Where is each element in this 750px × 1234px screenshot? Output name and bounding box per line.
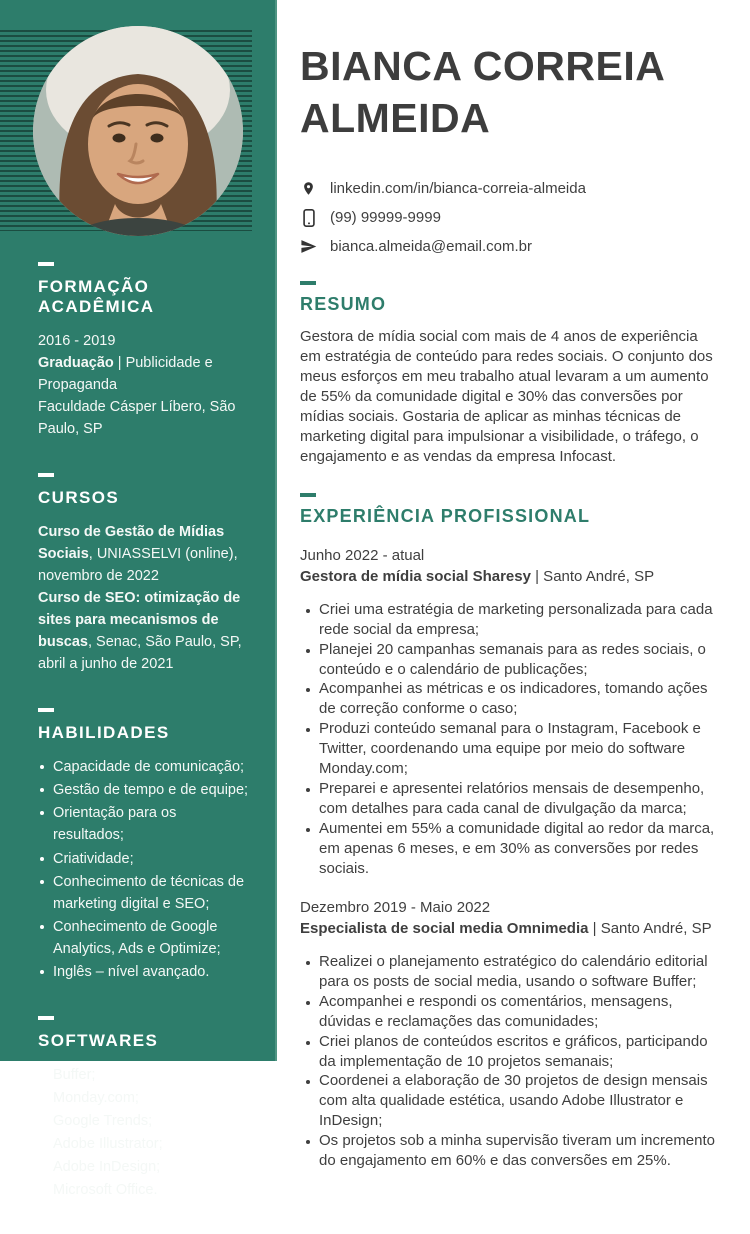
section-cursos [38, 473, 250, 675]
contact-phone [300, 209, 722, 226]
section-dash [38, 262, 54, 266]
experiencia-title: EXPERIÊNCIA PROFISSIONAL [300, 505, 591, 526]
curso-item: Curso de Gestão de Mídias Sociais, UNIASSELVI (online), novembro de 2022 [38, 524, 238, 585]
sidebar-content [38, 262, 250, 1234]
job-bullets [300, 600, 722, 879]
job-entry [300, 897, 722, 1171]
bullet-item: Aumentei em 55% a comunidade digital ao redor da marca, em apenas 6 meses, e em 30% as conversões por redes sociais. [319, 819, 722, 879]
job-entry [300, 545, 722, 879]
section-resumo [300, 281, 722, 467]
list-item: Criatividade; [53, 848, 250, 870]
profile-photo [33, 26, 243, 236]
softwares-list [38, 1064, 250, 1201]
list-item: Microsoft Office. [53, 1179, 250, 1201]
bullet-item: Acompanhei as métricas e os indicadores, tomando ações de correção conforme o caso; [319, 679, 722, 719]
job-period: Dezembro 2019 - Maio 2022 [300, 898, 491, 916]
send-icon [300, 238, 317, 255]
section-formacao-academica [38, 262, 250, 440]
list-item: Conhecimento de técnicas de marketing digital e SEO; [53, 871, 250, 915]
section-dash [38, 708, 54, 712]
bullet-item: Coordenei a elaboração de 30 projetos de design mensais com alta qualidade estética, usando Adobe Illustrator e InDesign; [319, 1071, 722, 1131]
bullet-item: Criei uma estratégia de marketing personalizada para cada rede social da empresa; [319, 600, 722, 640]
list-item: Adobe InDesign; [53, 1156, 250, 1178]
location-pin-icon [300, 180, 317, 197]
section-habilidades [38, 708, 250, 982]
list-item: Gestão de tempo e de equipe; [53, 779, 250, 801]
contact-phone-text: (99) 99999-9999 [330, 209, 441, 227]
job-title: Gestora de mídia social Sharesy | Santo André, SP [300, 567, 655, 585]
contact-linkedin [300, 180, 722, 197]
list-item: Buffer; [53, 1064, 250, 1086]
bullet-item: Produzi conteúdo semanal para o Instagram, Facebook e Twitter, coordenando uma equipe por meio do software Monday.com; [319, 719, 722, 779]
section-softwares [38, 1016, 250, 1201]
formacao-period: 2016 - 2019 [38, 333, 116, 349]
avatar-illustration [33, 26, 243, 236]
resumo-title: RESUMO [300, 294, 387, 315]
section-dash [300, 493, 316, 497]
list-item: Adobe Illustrator; [53, 1133, 250, 1155]
list-item: Inglês – nível avançado. [53, 961, 250, 983]
list-item: Capacidade de comunicação; [53, 756, 250, 778]
formacao-title: FORMAÇÃO ACADÊMICA [38, 277, 155, 316]
section-dash [38, 473, 54, 477]
bullet-item: Os projetos sob a minha supervisão tiveram um incremento do engajamento em 60% e das conversões em 25%. [319, 1131, 722, 1171]
contact-block [300, 180, 722, 255]
list-item: Monday.com; [53, 1087, 250, 1109]
bullet-item: Realizei o planejamento estratégico do calendário editorial para os posts de social media, usando o software Buffer; [319, 952, 722, 992]
main-content [279, 0, 750, 1171]
formacao-degree: Graduação | Publicidade e Propaganda [38, 355, 213, 394]
curso-item: Curso de SEO: otimização de sites para mecanismos de buscas, Senac, São Paulo, SP, abril a junho de 2021 [38, 590, 242, 673]
habilidades-list [38, 756, 250, 982]
contact-email [300, 238, 722, 255]
formacao-school: Faculdade Cásper Líbero, São Paulo, SP [38, 399, 236, 438]
page-title: BIANCA CORREIA ALMEIDA [300, 43, 664, 142]
cursos-title: CURSOS [38, 488, 120, 508]
job-bullets [300, 952, 722, 1171]
contact-linkedin-text: linkedin.com/in/bianca-correia-almeida [330, 180, 586, 198]
softwares-title: SOFTWARES [38, 1030, 159, 1050]
phone-icon [300, 209, 317, 226]
list-item: Google Trends; [53, 1110, 250, 1132]
bullet-item: Acompanhei e respondi os comentários, mensagens, dúvidas e reclamações das comunidades; [319, 992, 722, 1032]
section-dash [300, 281, 316, 285]
bullet-item: Preparei e apresentei relatórios mensais de desempenho, com detalhes para cada canal de divulgação da marca; [319, 779, 722, 819]
bullet-item: Planejei 20 campanhas semanais para as redes sociais, o conteúdo e o calendário de publicações; [319, 640, 722, 680]
section-dash [38, 1016, 54, 1020]
job-title: Especialista de social media Omnimedia | Santo André, SP [300, 919, 712, 937]
resumo-text: Gestora de mídia social com mais de 4 anos de experiência em estratégia de conteúdo para redes sociais. O conjunto dos meus esforços em meu trabalho atual levaram a um aumento de 55% da comunidade digital e 30% das conversões por mídias sociais. Gostaria de aplicar as minhas técnicas de marketing digital para impulsionar a visibilidade, o tráfego, o engajamento e as vendas da empresa Infocast. [300, 328, 713, 465]
job-period: Junho 2022 - atual [300, 546, 425, 564]
section-experiencia [300, 493, 722, 1171]
list-item: Orientação para os resultados; [53, 802, 250, 846]
list-item: Conhecimento de Google Analytics, Ads e Optimize; [53, 916, 250, 960]
sidebar [0, 0, 277, 1198]
bullet-item: Criei planos de conteúdos escritos e gráficos, participando da implementação de 10 projetos semanais; [319, 1032, 722, 1072]
contact-email-text: bianca.almeida@email.com.br [330, 238, 532, 256]
habilidades-title: HABILIDADES [38, 723, 170, 743]
